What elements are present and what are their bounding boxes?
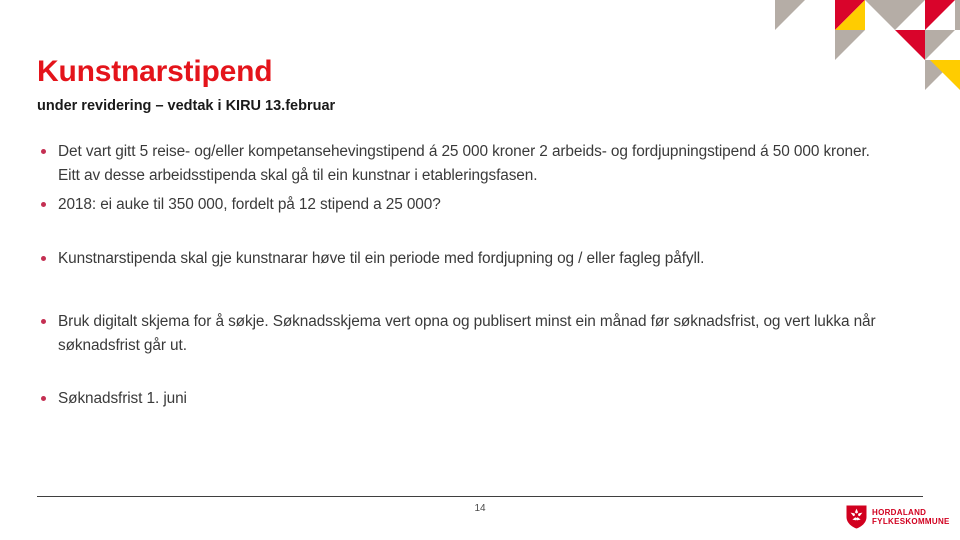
spacer bbox=[37, 357, 882, 387]
logo-line-1: HORDALAND bbox=[872, 507, 927, 517]
bullet-dot-icon bbox=[41, 396, 46, 401]
bullet-item bbox=[37, 310, 882, 357]
bullet-text: Det vart gitt 5 reise- og/eller kompetansehevingstipend á 25 000 kroner 2 arbeids- og fordjupningstipend á 50 000 kroner. Eitt av desse arbeidsstipenda skal gå til ein kunstnar i etableringsfasen. bbox=[58, 143, 870, 184]
organization-logo bbox=[846, 505, 950, 529]
bullet-text: Søknadsfrist 1. juni bbox=[58, 390, 187, 407]
title-block bbox=[37, 55, 797, 115]
logo-line-2: FYLKESKOMMUNE bbox=[872, 517, 950, 526]
page-title: Kunstnarstipend bbox=[37, 55, 273, 88]
bullet-text: 2018: ei auke til 350 000, fordelt på 12 stipend a 25 000? bbox=[58, 196, 441, 213]
decorative-triangle-pattern bbox=[775, 0, 960, 100]
bullet-dot-icon bbox=[41, 319, 46, 324]
bullet-dot-icon bbox=[41, 149, 46, 154]
bullet-dot-icon bbox=[41, 256, 46, 261]
footer-divider bbox=[37, 496, 923, 497]
page-number: 14 bbox=[474, 503, 486, 514]
logo-wordmark bbox=[872, 508, 950, 527]
spacer bbox=[37, 217, 882, 247]
coat-of-arms-shield-icon bbox=[846, 505, 867, 529]
bullet-text: Kunstnarstipenda skal gje kunstnarar høve til ein periode med fordjupning og / eller fagleg påfyll. bbox=[58, 249, 705, 267]
page-subtitle: under revidering – vedtak i KIRU 13.februar bbox=[37, 98, 336, 114]
bullet-dot-icon bbox=[41, 202, 46, 207]
bullet-item bbox=[37, 193, 882, 217]
bullet-text: Bruk digitalt skjema for å søkje. Søknadsskjema vert opna og publisert minst ein månad før søknadsfrist, og vert lukka når søknadsfrist går ut. bbox=[58, 313, 876, 354]
bullet-list bbox=[37, 140, 882, 411]
bullet-item bbox=[37, 140, 882, 187]
spacer bbox=[37, 270, 882, 310]
bullet-item bbox=[37, 247, 882, 271]
bullet-item bbox=[37, 387, 882, 411]
